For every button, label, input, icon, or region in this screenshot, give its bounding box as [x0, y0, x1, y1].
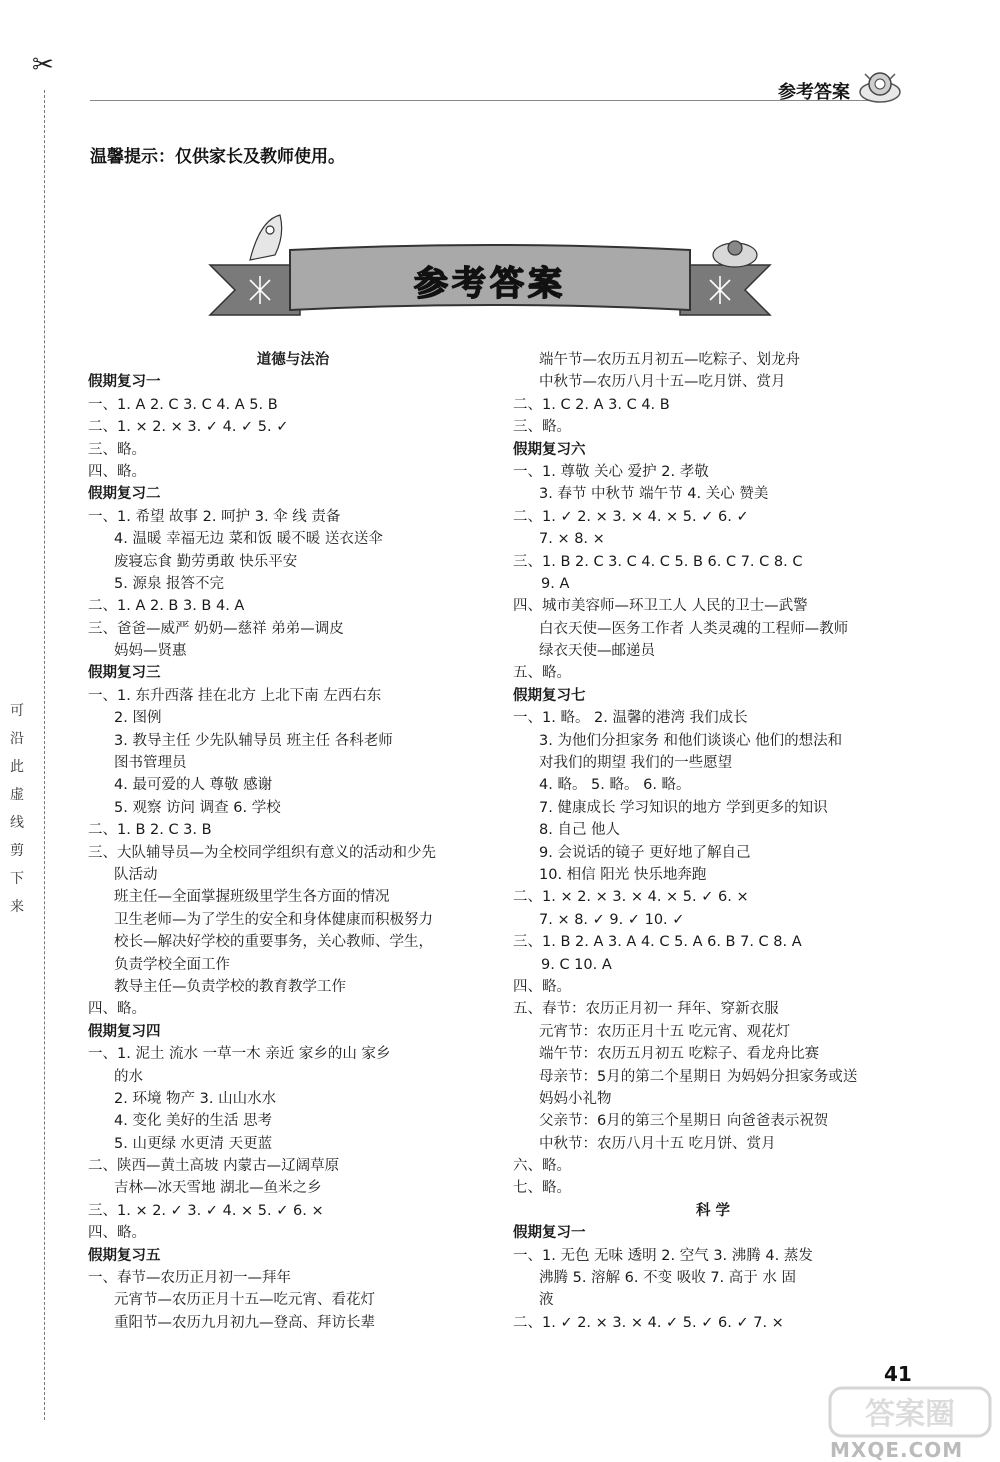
answer-line: 沸腾 5. 溶解 6. 不变 吸收 7. 高于 水 固	[539, 1270, 796, 1287]
answer-line: 二、1. A 2. B 3. B 4. A	[88, 598, 245, 615]
right-column	[513, 349, 913, 1334]
answer-line: 4. 最可爱的人 尊敬 感谢	[114, 777, 273, 794]
answer-line: 二、1. × 2. × 3. × 4. × 5. ✓ 6. ×	[513, 889, 749, 906]
answer-line: 一、1. 尊敬 关心 爱护 2. 孝敬	[513, 463, 709, 480]
section-heading: 假期复习一	[513, 1225, 586, 1242]
answer-line: 三、大队辅导员—为全校同学组织有意义的活动和少先	[88, 844, 436, 861]
answer-line: 7. 健康成长 学习知识的地方 学到更多的知识	[539, 799, 828, 816]
answer-line: 四、略。	[88, 1001, 146, 1018]
answer-line: 对我们的期望 我们的一些愿望	[539, 755, 733, 772]
answer-line: 2. 环境 物产 3. 山山水水	[114, 1090, 277, 1107]
answer-line: 5. 山更绿 水更清 天更蓝	[114, 1135, 273, 1152]
answer-line: 三、略。	[88, 441, 146, 458]
answer-line: 三、略。	[513, 419, 571, 436]
header-rule	[90, 100, 880, 101]
section-heading: 假期复习一	[88, 374, 161, 391]
section-heading: 假期复习五	[88, 1247, 161, 1264]
answer-line: 四、略。	[88, 1225, 146, 1242]
answer-line: 队活动	[114, 866, 158, 883]
answer-line: 一、1. 东升西落 挂在北方 上北下南 左西右东	[88, 687, 382, 704]
answer-line: 重阳节—农历九月初九—登高、拜访长辈	[114, 1314, 375, 1331]
answer-line: 4. 温暖 幸福无边 菜和饭 暖不暖 送衣送伞	[114, 531, 383, 548]
cut-note-char: 此	[10, 759, 24, 775]
answer-line: 二、陕西—黄土高坡 内蒙古—辽阔草原	[88, 1158, 340, 1175]
cut-note-char: 线	[10, 815, 24, 831]
answer-line: 绿衣天使—邮递员	[539, 643, 655, 660]
answer-line: 白衣天使—医务工作者 人类灵魂的工程师—教师	[539, 620, 849, 637]
answer-line: 一、1. 泥土 流水 一草一木 亲近 家乡的山 家乡	[88, 1046, 391, 1063]
answer-line: 端午节：农历五月初五 吃粽子、看龙舟比赛	[539, 1046, 820, 1063]
answer-line: 9. C 10. A	[541, 956, 612, 973]
cut-note-char: 来	[10, 899, 24, 915]
answer-line: 3. 教导主任 少先队辅导员 班主任 各科老师	[114, 732, 393, 749]
answer-line: 校长—解决好学校的重要事务，关心教师、学生，	[114, 934, 433, 951]
answer-line: 三、1. B 2. A 3. A 4. C 5. A 6. B 7. C 8. A	[513, 934, 802, 951]
cut-note-char: 剪	[10, 843, 24, 859]
answer-line: 10. 相信 阳光 快乐地奔跑	[539, 866, 707, 883]
answer-line: 二、1. ✓ 2. × 3. × 4. × 5. ✓ 6. ✓	[513, 508, 749, 525]
answer-line: 一、1. 希望 故事 2. 呵护 3. 伞 线 责备	[88, 508, 341, 525]
answer-line: 中秋节—农历八月十五—吃月饼、赏月	[539, 374, 786, 391]
cut-note-char: 下	[10, 871, 24, 887]
answer-line: 2. 图例	[114, 710, 162, 727]
answer-line: 班主任—全面掌握班级里学生各方面的情况	[114, 889, 390, 906]
answer-line: 三、1. × 2. ✓ 3. ✓ 4. × 5. ✓ 6. ×	[88, 1202, 324, 1219]
answer-line: 3. 为他们分担家务 和他们谈谈心 他们的想法和	[539, 732, 843, 749]
answer-line: 5. 源泉 报答不完	[114, 575, 225, 592]
section-heading: 假期复习二	[88, 486, 161, 503]
answer-line: 五、春节：农历正月初一 拜年、穿新衣服	[513, 1001, 779, 1018]
header-title: 参考答案	[778, 82, 850, 103]
answer-line: 一、春节—农历正月初一—拜年	[88, 1270, 291, 1287]
answer-line: 一、1. 略。 2. 温馨的港湾 我们成长	[513, 710, 748, 727]
answer-line: 妈妈—贤惠	[114, 643, 187, 660]
answer-line: 3. 春节 中秋节 端午节 4. 关心 赞美	[539, 486, 769, 503]
banner-title: 参考答案	[414, 263, 566, 304]
answer-line: 三、1. B 2. C 3. C 4. C 5. B 6. C 7. C 8. C	[513, 553, 803, 570]
cut-instruction	[2, 700, 32, 916]
answer-line: 四、城市美容师—环卫工人 人民的卫士—武警	[513, 598, 808, 615]
answer-line: 4. 变化 美好的生活 思考	[114, 1113, 273, 1130]
answer-line: 9. 会说话的镜子 更好地了解自己	[539, 844, 751, 861]
answer-line: 中秋节：农历八月十五 吃月饼、赏月	[539, 1135, 776, 1152]
answer-line: 二、1. B 2. C 3. B	[88, 822, 212, 839]
cut-note-char: 沿	[10, 731, 24, 747]
answer-line: 母亲节：5月的第二个星期日 为妈妈分担家务或送	[539, 1068, 858, 1085]
answer-line: 废寝忘食 勤劳勇敢 快乐平安	[114, 553, 298, 570]
answer-line: 9. A	[541, 575, 570, 592]
subject-heading: 道德与法治	[256, 352, 330, 368]
section-heading: 假期复习七	[513, 687, 586, 704]
watermark-text: 答案圈	[865, 1397, 955, 1432]
warm-tip: 温馨提示：仅供家长及教师使用。	[90, 147, 345, 167]
subject-heading: 科 学	[695, 1202, 731, 1219]
answer-line: 卫生老师—为了学生的安全和身体健康而积极努力	[114, 911, 433, 928]
answer-line: 六、略。	[513, 1158, 571, 1175]
answer-line: 7. × 8. ×	[539, 531, 605, 548]
answer-line: 一、1. A 2. C 3. C 4. A 5. B	[88, 396, 278, 413]
answer-line: 二、1. C 2. A 3. C 4. B	[513, 396, 670, 413]
section-heading: 假期复习六	[513, 441, 586, 458]
answer-line: 元宵节：农历正月十五 吃元宵、观花灯	[539, 1023, 791, 1040]
cut-line	[44, 90, 45, 1420]
answer-line: 二、1. ✓ 2. × 3. × 4. ✓ 5. ✓ 6. ✓ 7. ×	[513, 1314, 784, 1331]
answer-line: 图书管理员	[114, 755, 187, 772]
answer-line: 的水	[114, 1068, 143, 1085]
answer-line: 负责学校全面工作	[114, 956, 230, 973]
answer-line: 教导主任—负责学校的教育教学工作	[114, 978, 346, 995]
left-column	[88, 349, 498, 1334]
cut-note-char: 虚	[10, 787, 24, 803]
answer-line: 五、略。	[513, 665, 571, 682]
answer-line: 5. 观察 访问 调查 6. 学校	[114, 799, 281, 816]
answer-line: 7. × 8. ✓ 9. ✓ 10. ✓	[539, 911, 685, 928]
answer-line: 元宵节—农历正月十五—吃元宵、看花灯	[114, 1292, 375, 1309]
watermark-url: MXQE.COM	[830, 1438, 964, 1462]
answer-line: 8. 自己 他人	[539, 822, 621, 839]
answer-line: 二、1. × 2. × 3. ✓ 4. ✓ 5. ✓	[88, 419, 289, 436]
answer-line: 一、1. 无色 无味 透明 2. 空气 3. 沸腾 4. 蒸发	[513, 1247, 813, 1264]
page-number: 41	[884, 1362, 912, 1386]
cut-note-char: 可	[10, 703, 24, 719]
answer-line: 四、略。	[88, 463, 146, 480]
answer-line: 三、爸爸—威严 奶奶—慈祥 弟弟—调皮	[88, 620, 344, 637]
answer-line: 吉林—冰天雪地 湖北—鱼米之乡	[114, 1180, 322, 1197]
answer-line: 液	[539, 1292, 554, 1309]
answer-line: 七、略。	[513, 1180, 571, 1197]
answer-line: 端午节—农历五月初五—吃粽子、划龙舟	[539, 352, 800, 368]
scissors-icon: ✂	[32, 50, 54, 80]
answer-line: 父亲节：6月的第三个星期日 向爸爸表示祝贺	[539, 1113, 829, 1130]
section-heading: 假期复习三	[88, 665, 161, 682]
answer-line: 妈妈小礼物	[539, 1090, 612, 1107]
christmas-ornament-icon	[855, 60, 905, 110]
answer-line: 4. 略。 5. 略。 6. 略。	[539, 777, 691, 794]
section-heading: 假期复习四	[88, 1023, 161, 1040]
answer-line: 四、略。	[513, 978, 571, 995]
